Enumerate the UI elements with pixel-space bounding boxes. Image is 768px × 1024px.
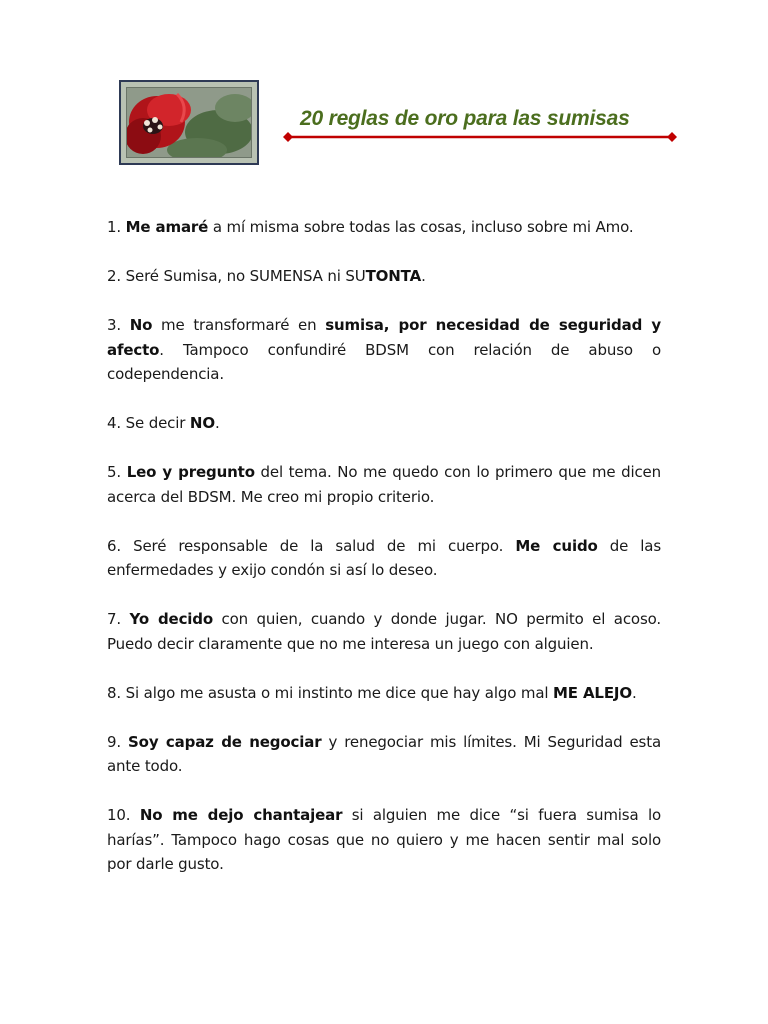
rule-number: 4. [107, 414, 122, 432]
rule-text: y renegociar mis límites. Mi Seguridad esta ante todo. [107, 732, 661, 775]
rule-text: de las enfermedades y exijo condón si así lo deseo. [107, 536, 661, 579]
rule-item [107, 681, 661, 706]
rule-emphasis: ME ALEJO [553, 683, 632, 702]
rule-item [107, 803, 661, 877]
rule-text: a mí misma sobre todas las cosas, incluso sobre mi Amo. [208, 218, 634, 236]
rule-emphasis: NO [189, 414, 215, 432]
rule-number: 5. [107, 463, 122, 481]
rule-text: Si algo me asusta o mi instinto me dice que hay algo mal [125, 683, 553, 702]
tulip-photo [119, 80, 259, 165]
rule-text: . [214, 414, 220, 432]
page-title: 20 reglas de oro para las sumisas [300, 107, 630, 130]
rule-item [107, 215, 661, 240]
rule-number: 8. [107, 683, 122, 702]
rule-item [107, 534, 661, 583]
rule-text: si alguien me dice “si fuera sumisa lo harías”. Tampoco hago cosas que no quiero y me hacen sentir mal solo por darle gusto. [107, 806, 661, 873]
rule-text: del tema. No me quedo con lo primero que me dicen acerca del BDSM. Me creo mi propio criterio. [107, 463, 661, 506]
title-block [282, 104, 678, 148]
rule-text: . [421, 267, 426, 285]
rule-number: 2. [107, 267, 122, 285]
rule-item [107, 607, 661, 656]
rule-item [107, 730, 661, 779]
rule-text: Seré responsable de la salud de mi cuerpo. [133, 536, 516, 555]
rule-emphasis: Me cuido [515, 536, 598, 555]
rule-number: 3. [107, 316, 122, 334]
rule-number: 9. [107, 732, 122, 751]
rule-emphasis: Yo decido [129, 610, 214, 628]
title-underline [282, 131, 678, 143]
rule-number: 6. [107, 536, 122, 555]
rule-emphasis: Soy capaz de negociar [128, 732, 322, 751]
rule-text: . Tampoco confundiré BDSM con relación de abuso o codependencia. [107, 340, 661, 383]
rule-emphasis: No me dejo chantajear [139, 806, 343, 824]
rule-text: Se decir [125, 414, 190, 432]
rule-emphasis: Me amaré [125, 218, 209, 236]
rule-text: . [631, 683, 637, 702]
rule-item [107, 264, 661, 289]
rule-number: 10. [107, 806, 131, 824]
rule-number: 1. [107, 218, 122, 236]
rule-item [107, 411, 661, 436]
rule-number: 7. [107, 610, 122, 628]
rule-emphasis: sumisa, por necesidad de seguridad y afecto [107, 316, 661, 359]
rules-list [107, 215, 661, 901]
rule-text: Seré Sumisa, no SUMENSA ni SU [125, 267, 366, 285]
rule-item [107, 313, 661, 387]
rule-text: con quien, cuando y donde jugar. NO permito el acoso. Puedo decir claramente que no me interesa un juego con alguien. [107, 610, 661, 653]
rule-text: me transformaré en [152, 316, 326, 334]
rule-item [107, 460, 661, 509]
rule-emphasis: No [129, 316, 153, 334]
rule-emphasis: Leo y pregunto [126, 463, 255, 481]
red-tulip-image [127, 88, 251, 157]
rule-emphasis: TONTA [365, 267, 422, 285]
